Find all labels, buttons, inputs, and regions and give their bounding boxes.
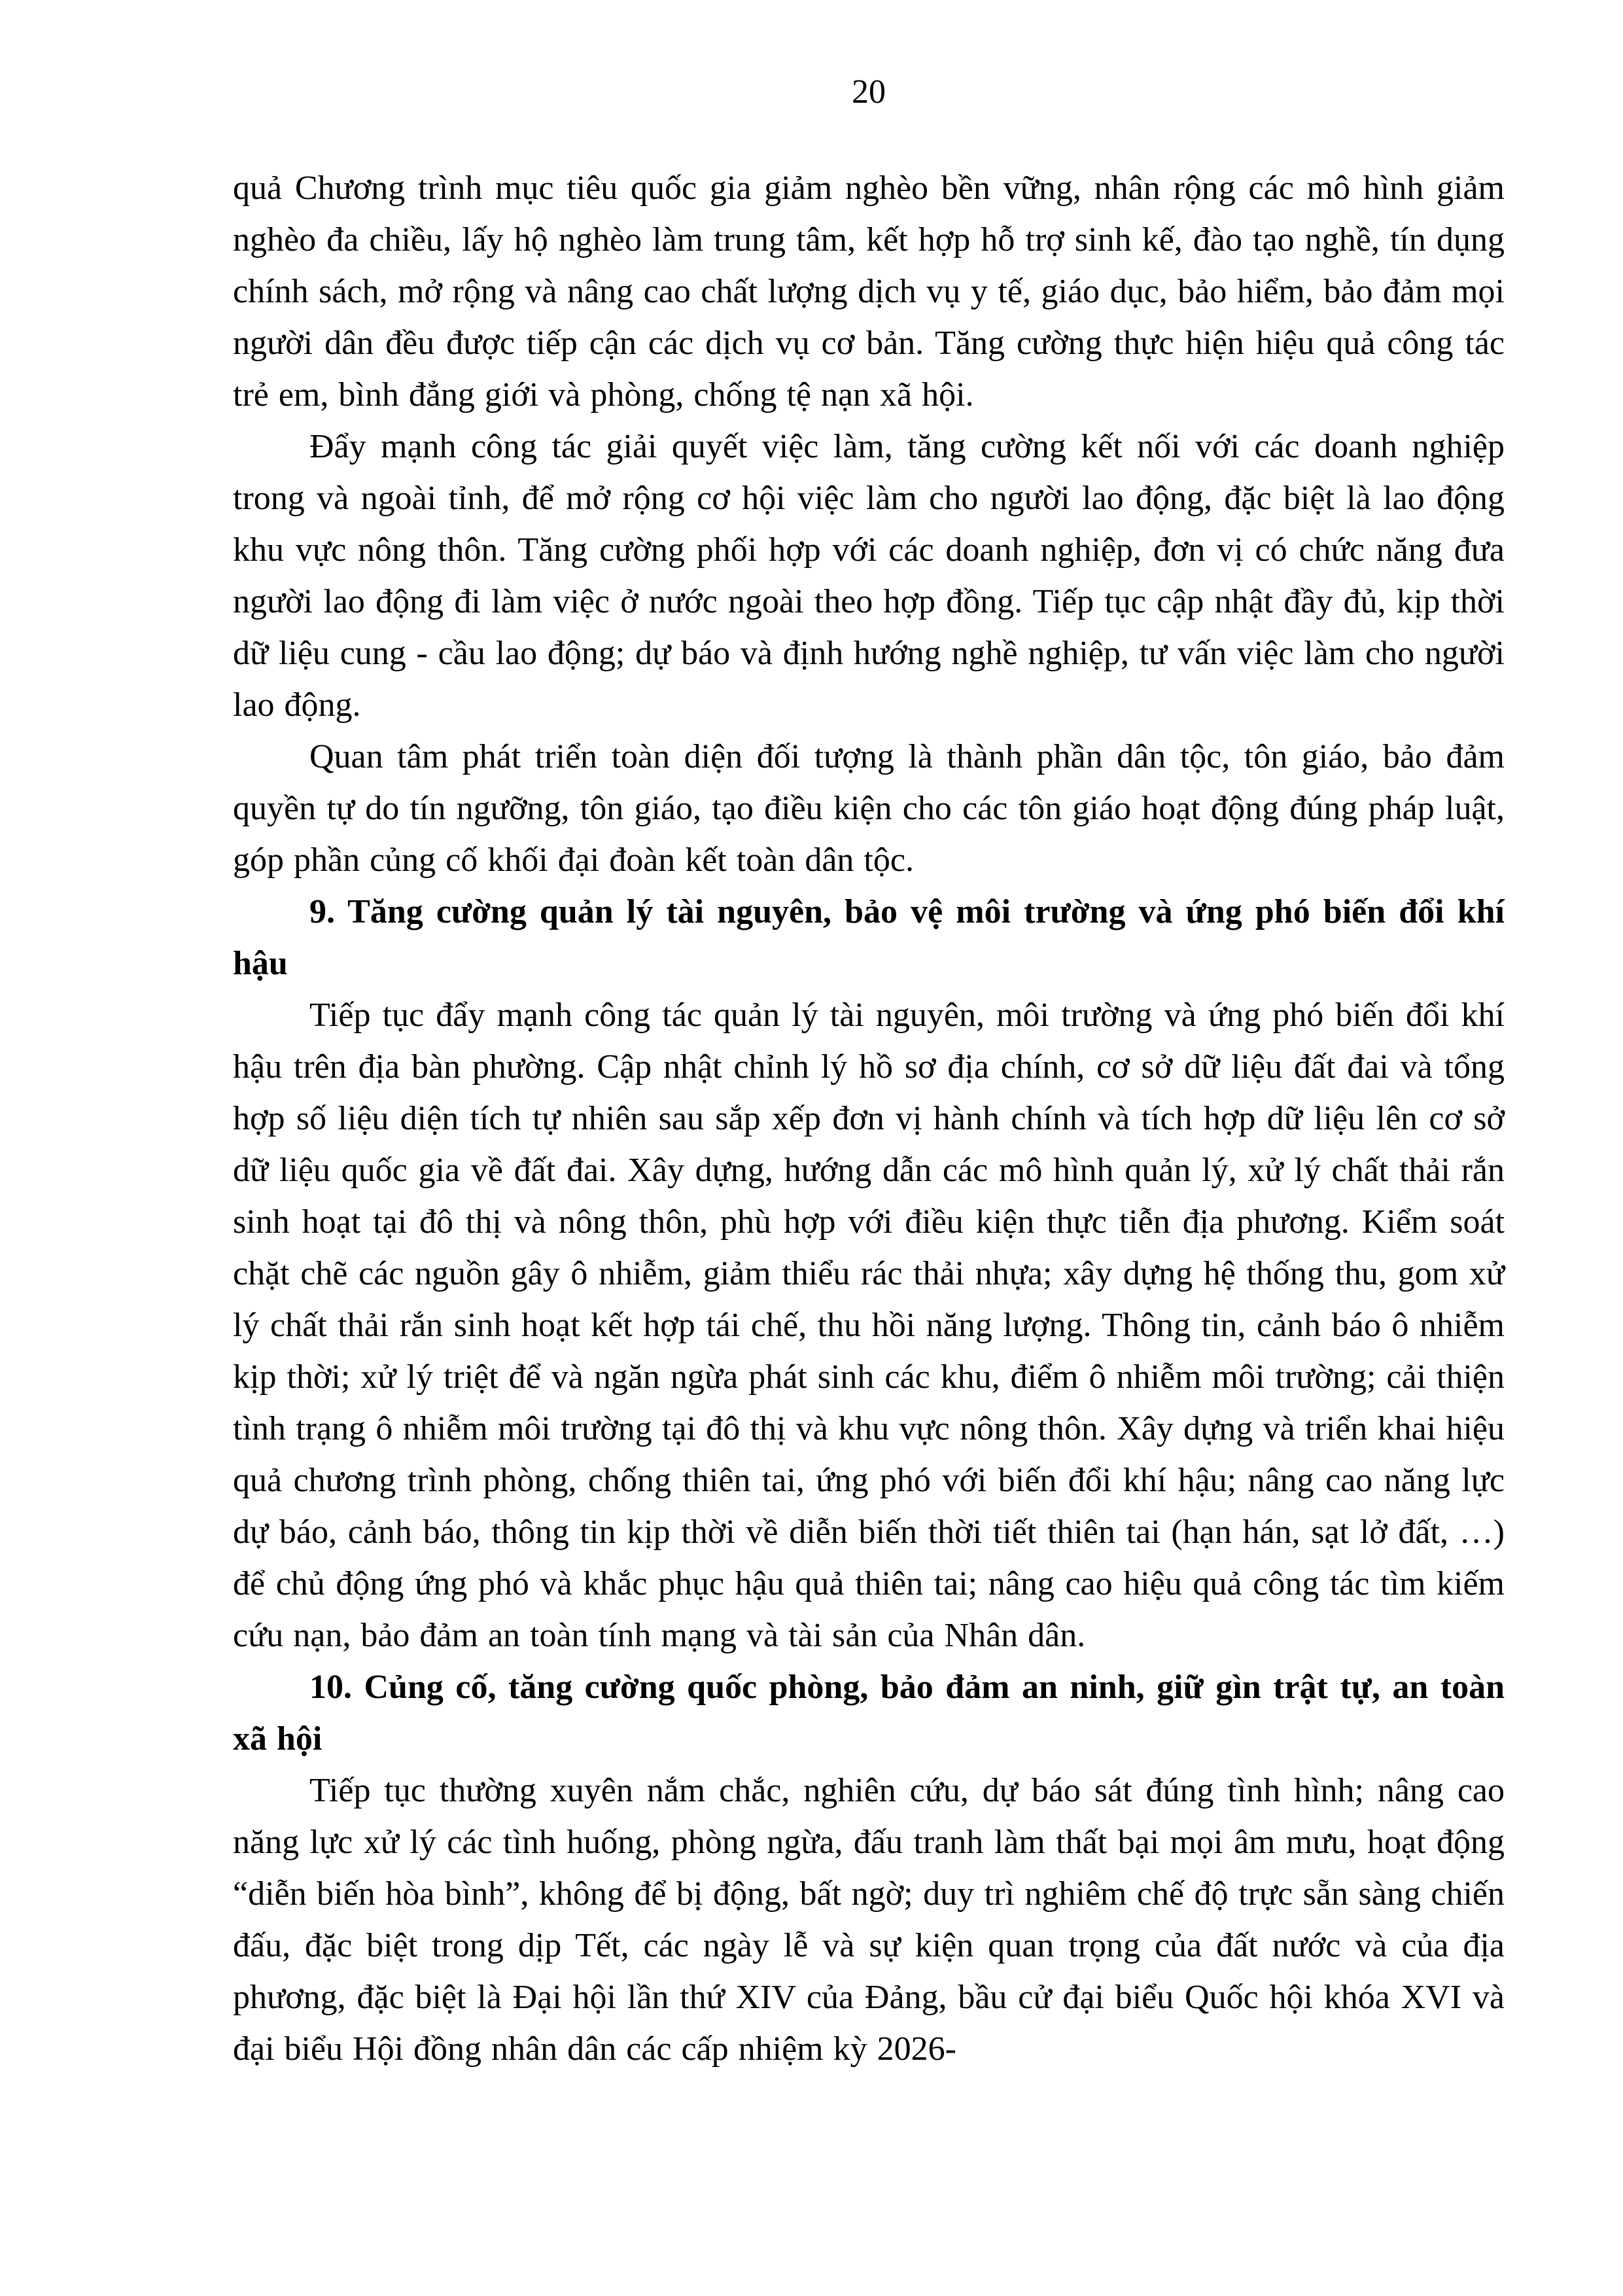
page-body [233,162,1505,2075]
paragraph-ethnic-religion: Quan tâm phát triển toàn diện đối tượng là thành phần dân tộc, tôn giáo, bảo đảm quyền tự do tín ngưỡng, tôn giáo, tạo điều kiện cho các tôn giáo hoạt động đúng pháp luật, góp phần củng cố khối đại đoàn kết toàn dân tộc. [233,738,1505,879]
paragraph-employment: Đẩy mạnh công tác giải quyết việc làm, tăng cường kết nối với các doanh nghiệp trong và ngoài tỉnh, để mở rộng cơ hội việc làm cho người lao động, đặc biệt là lao động khu vực nông thôn. Tăng cường phối hợp với các doanh nghiệp, đơn vị có chức năng đưa người lao động đi làm việc ở nước ngoài theo hợp đồng. Tiếp tục cập nhật đầy đủ, kịp thời dữ liệu cung - cầu lao động; dự báo và định hướng nghề nghiệp, tư vấn việc làm cho người lao động. [233,428,1505,724]
section-heading-9-environment: 9. Tăng cường quản lý tài nguyên, bảo vệ môi trường và ứng phó biến đổi khí hậu [233,893,1505,982]
paragraph-environment-climate: Tiếp tục đẩy mạnh công tác quản lý tài nguyên, môi trường và ứng phó biến đổi khí hậu trên địa bàn phường. Cập nhật chỉnh lý hồ sơ địa chính, cơ sở dữ liệu đất đai và tổng hợp số liệu diện tích tự nhiên sau sắp xếp đơn vị hành chính và tích hợp dữ liệu lên cơ sở dữ liệu quốc gia về đất đai. Xây dựng, hướng dẫn các mô hình quản lý, xử lý chất thải rắn sinh hoạt tại đô thị và nông thôn, phù hợp với điều kiện thực tiễn địa phương. Kiểm soát chặt chẽ các nguồn gây ô nhiễm, giảm thiểu rác thải nhựa; xây dựng hệ thống thu, gom xử lý chất thải rắn sinh hoạt kết hợp tái chế, thu hồi năng lượng. Thông tin, cảnh báo ô nhiễm kịp thời; xử lý triệt để và ngăn ngừa phát sinh các khu, điểm ô nhiễm môi trường; cải thiện tình trạng ô nhiễm môi trường tại đô thị và khu vực nông thôn. Xây dựng và triển khai hiệu quả chương trình phòng, chống thiên tai, ứng phó với biến đổi khí hậu; nâng cao năng lực dự báo, cảnh báo, thông tin kịp thời về diễn biến thời tiết thiên tai (hạn hán, sạt lở đất, …) để chủ động ứng phó và khắc phục hậu quả thiên tai; nâng cao hiệu quả công tác tìm kiếm cứu nạn, bảo đảm an toàn tính mạng và tài sản của Nhân dân. [233,997,1505,1654]
section-heading-10-defense-security: 10. Củng cố, tăng cường quốc phòng, bảo đảm an ninh, giữ gìn trật tự, an toàn xã hội [233,1669,1505,1757]
paragraph-defense-security: Tiếp tục thường xuyên nắm chắc, nghiên cứu, dự báo sát đúng tình hình; nâng cao năng lực xử lý các tình huống, phòng ngừa, đấu tranh làm thất bại mọi âm mưu, hoạt động “diễn biến hòa bình”, không để bị động, bất ngờ; duy trì nghiêm chế độ trực sẵn sàng chiến đấu, đặc biệt trong dịp Tết, các ngày lễ và sự kiện quan trọng của đất nước và của địa phương, đặc biệt là Đại hội lần thứ XIV của Đảng, bầu cử đại biểu Quốc hội khóa XVI và đại biểu Hội đồng nhân dân các cấp nhiệm kỳ 2026- [233,1772,1505,2068]
paragraph-continuation-poverty-reduction: quả Chương trình mục tiêu quốc gia giảm nghèo bền vững, nhân rộng các mô hình giảm nghèo đa chiều, lấy hộ nghèo làm trung tâm, kết hợp hỗ trợ sinh kế, đào tạo nghề, tín dụng chính sách, mở rộng và nâng cao chất lượng dịch vụ y tế, giáo dục, bảo hiểm, bảo đảm mọi người dân đều được tiếp cận các dịch vụ cơ bản. Tăng cường thực hiện hiệu quả công tác trẻ em, bình đẳng giới và phòng, chống tệ nạn xã hội. [233,169,1505,414]
page-number: 20 [852,73,886,111]
